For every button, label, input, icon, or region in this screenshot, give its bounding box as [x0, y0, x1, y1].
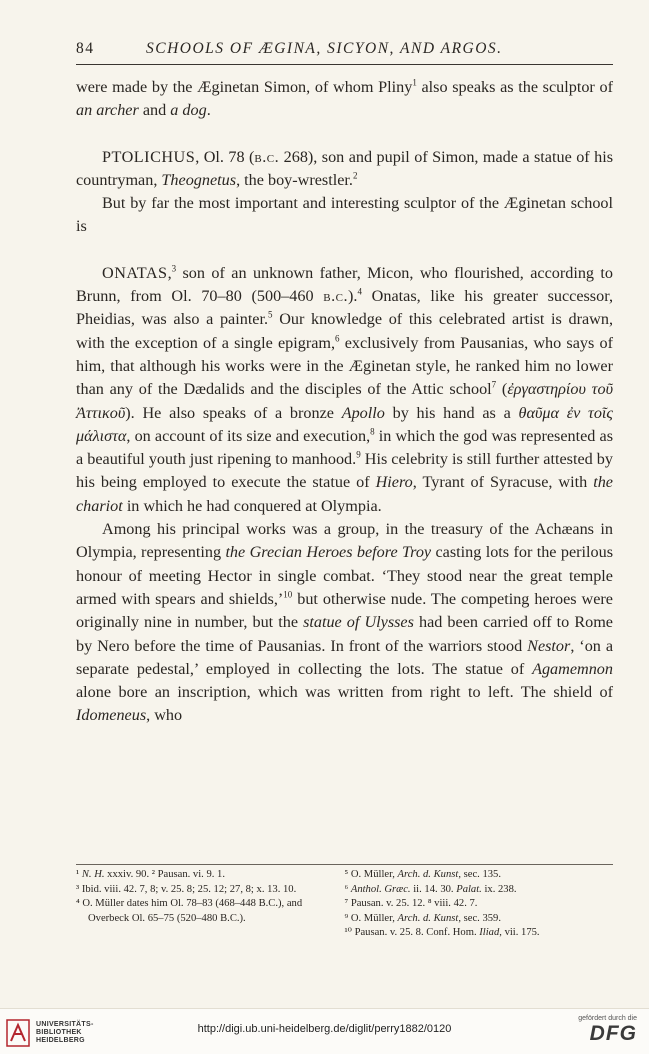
- footnote-ref[interactable]: 2: [352, 170, 358, 181]
- funding-text: gefördert durch die: [578, 1015, 637, 1022]
- dfg-logo: DFG: [589, 1022, 637, 1045]
- paragraph-1: were made by the Æginetan Simon, of whom Pliny$^1$ also speaks as the sculptor of an archer and a dog.: [76, 77, 613, 120]
- footnote: ⁴ O. Müller dates him Ol. 78–83 (468–448 B.C.), and Overbeck Ol. 65–75 (520–480 B.C.).: [76, 898, 303, 924]
- viewer-footer: [0, 1008, 649, 1054]
- library-name: UNIVERSITÄTS- BIBLIOTHEK HEIDELBERG: [36, 1021, 94, 1044]
- running-header: [76, 40, 613, 62]
- paragraph-ptolichus: PTOLICHUS, Ol. 78 (b.c. 268), son and pupil of Simon, made a statue of his countryman, Theognetus, the boy-wrestler.$^2$: [76, 147, 614, 189]
- funding-credit: [578, 1015, 637, 1046]
- greek-phrase: θαῦμα ἐν τοῖς μάλιστα: [76, 403, 613, 445]
- footnote-ref[interactable]: 6: [335, 333, 340, 344]
- footnote-ref[interactable]: 8: [370, 426, 375, 437]
- footnote: ³ Ibid. viii. 42. 7, 8; v. 25. 8; 25. 12; 27, 8; x. 13. 10.: [76, 883, 297, 895]
- footnote-ref[interactable]: 7: [491, 379, 497, 390]
- footnote-ref[interactable]: 1: [412, 77, 417, 88]
- footnote-ref[interactable]: 3: [171, 263, 177, 274]
- artist-name: PTOLICHUS: [102, 147, 196, 166]
- running-title: SCHOOLS OF ÆGINA, SICYON, AND ARGOS.: [146, 40, 503, 57]
- footnote-ref[interactable]: 5: [268, 309, 273, 320]
- paragraph-group: Among his principal works was a group, in the treasury of the Achæans in Olympia, representing the Grecian Heroes before Troy casting lots for the perilous honour of meeting Hector in single combat. ‘They stood near the great temple armed with spears and shields,’$^{10}$ but otherwise nude. The competing heroes were originally nine in number, but the statue of Ulysses had been carried off to Rome by Nero before the time of Pausanias. In front of the warriors stood Nestor, ‘on a separate pedestal,’ employed in collecting the lots. The statue of Agamemnon alone bore an inscription, which was written from right to left. The shield of Idomeneus, who: [76, 520, 614, 725]
- greek-phrase: ἐργαστηρίου τοῦ Ἀττικοῦ: [76, 380, 613, 422]
- footnote-ref[interactable]: 10: [283, 589, 293, 600]
- footnote: ¹⁰ Pausan. v. 25. 8. Conf. Hom. Iliad, vii. 175.: [344, 927, 540, 938]
- page-number: 84: [76, 40, 95, 57]
- footnote: ⁶ Anthol. Græc. ii. 14. 30. Palat. ix. 238.: [344, 883, 517, 895]
- footnote-ref[interactable]: 4: [357, 286, 362, 297]
- footnote-rule: [76, 864, 613, 865]
- footnote: ⁹ O. Müller, Arch. d. Kunst, sec. 359.: [344, 912, 501, 924]
- footnote: ⁵ O. Müller, Arch. d. Kunst, sec. 135.: [344, 869, 501, 880]
- header-rule: [76, 64, 613, 65]
- footnote-ref[interactable]: 9: [356, 449, 361, 460]
- footnotes-left: [76, 868, 345, 941]
- footnote: ¹ N. H. xxxiv. 90. ² Pausan. vi. 9. 1.: [76, 869, 225, 880]
- paragraph-intro-onatas: But by far the most important and interesting sculptor of the Æginetan school is: [76, 194, 613, 236]
- body-text: [76, 76, 613, 728]
- footnotes: [76, 868, 613, 941]
- footnote: ⁷ Pausan. v. 25. 12. ⁸ viii. 42. 7.: [344, 898, 478, 909]
- artist-name: ONATAS: [102, 263, 168, 282]
- permalink-url[interactable]: http://digi.ub.uni-heidelberg.de/diglit/perry1882/0120: [197, 1023, 452, 1035]
- footnotes-right: [345, 868, 614, 941]
- paragraph-onatas: ONATAS,$^3$ son of an unknown father, Micon, who flourished, according to Brunn, from Ol. 70–80 (500–460 b.c.).$^4$ Onatas, like his greater successor, Pheidias, was also a painter.$^5$ Our knowledge of this celebrated artist is drawn, with the exception of a single epigram,$^6$ exclusively from Pausanias, who says of him, that although his works were in the Æginetan style, he ranked him no lower than any of the Dædalids and the disciples of the Attic school$^7$ (ἐργαστηρίου τοῦ Ἀττικοῦ). He also speaks of a bronze Apollo by his hand as a θαῦμα ἐν τοῖς μάλιστα, on account of its size and execution,$^8$ in which the god was represented as a beautiful youth just ripening to manhood.$^9$ His celebrity is still further attested by his being employed to execute the statue of Hiero, Tyrant of Syracuse, with the chariot in which he had conquered at Olympia.: [76, 263, 614, 515]
